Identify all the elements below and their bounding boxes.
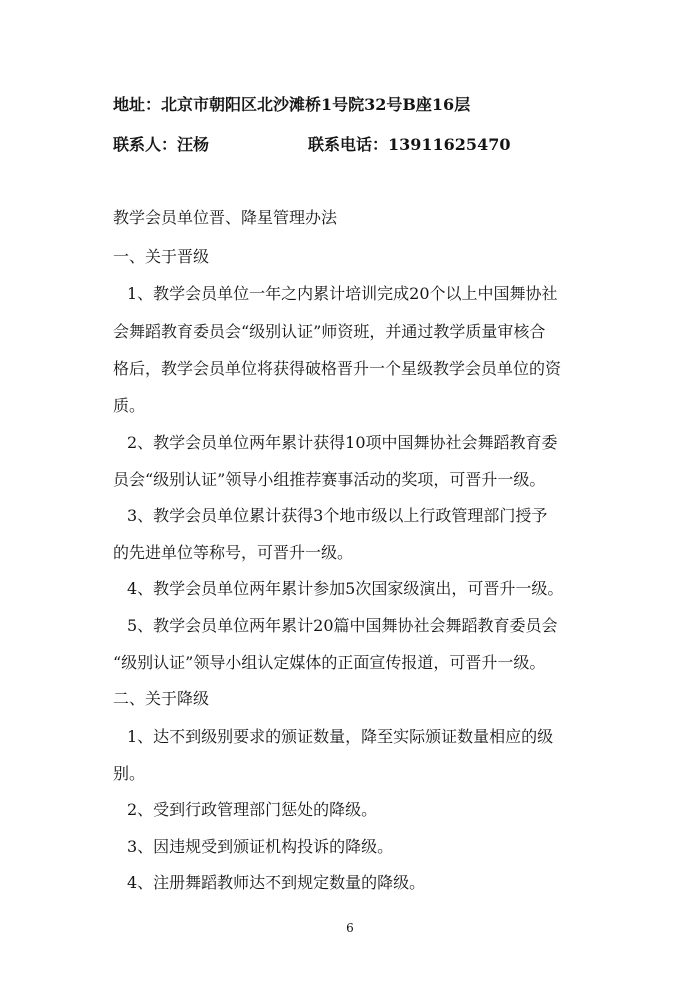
promotion-line: 5、教学会员单位两年累计20篇中国舞协社会舞蹈教育委员会 <box>127 616 558 635</box>
promotion-line: 2、教学会员单位两年累计获得10项中国舞协社会舞蹈教育委 <box>127 433 558 452</box>
promotion-line: 的先进单位等称号，可晋升一级。 <box>113 543 354 562</box>
demotion-line: 4、注册舞蹈教师达不到规定数量的降级。 <box>127 873 426 892</box>
demotion-line: 别。 <box>113 764 146 783</box>
contact-person: 联系人：汪杨 <box>113 135 210 154</box>
promotion-line: 会舞蹈教育委员会“级别认证”师资班，并通过教学质量审核合 <box>113 322 546 341</box>
address-line: 地址：北京市朝阳区北沙滩桥1号院32号B座16层 <box>113 95 471 114</box>
promotion-line: “级别认证”领导小组认定媒体的正面宣传报道，可晋升一级。 <box>113 653 546 672</box>
promotion-line: 3、教学会员单位累计获得3个地市级以上行政管理部门授予 <box>127 506 548 525</box>
section-heading-demotion: 二、关于降级 <box>113 689 210 708</box>
demotion-line: 3、因违规受到颁证机构投诉的降级。 <box>127 837 394 856</box>
promotion-line: 1、教学会员单位一年之内累计培训完成20个以上中国舞协社 <box>127 284 558 303</box>
contact-phone: 联系电话：13911625470 <box>308 135 511 154</box>
document-title: 教学会员单位晋、降星管理办法 <box>113 208 338 227</box>
promotion-line: 4、教学会员单位两年累计参加5次国家级演出，可晋升一级。 <box>127 579 564 598</box>
page-number: 6 <box>346 921 354 935</box>
section-heading-promotion: 一、关于晋级 <box>113 247 210 266</box>
demotion-line: 1、达不到级别要求的颁证数量，降至实际颁证数量相应的级 <box>127 727 554 746</box>
promotion-line: 质。 <box>113 396 146 415</box>
promotion-line: 格后，教学会员单位将获得破格晋升一个星级教学会员单位的资 <box>113 359 562 378</box>
demotion-line: 2、受到行政管理部门惩处的降级。 <box>127 800 378 819</box>
promotion-line: 员会“级别认证”领导小组推荐赛事活动的奖项，可晋升一级。 <box>113 470 546 489</box>
